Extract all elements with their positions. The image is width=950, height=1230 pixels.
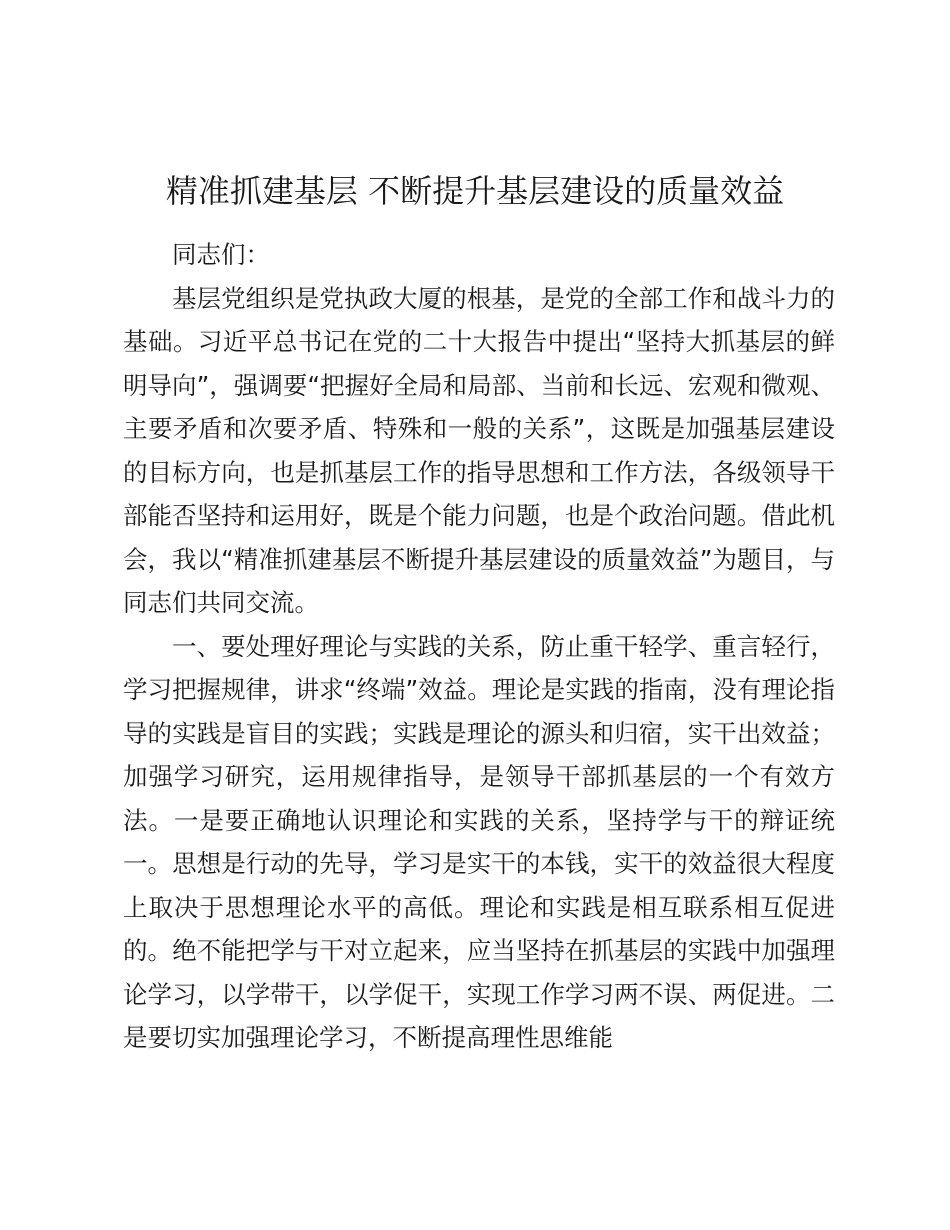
salutation: 同志们： xyxy=(172,240,270,269)
document-title: 精准抓建基层 不断提升基层建设的质量效益 xyxy=(165,172,785,210)
paragraph-intro: 基层党组织是党执政大厦的根基，是党的全部工作和战斗力的基础。习近平总书记在党的二十大报告中提出“坚持大抓基层的鲜明导向”，强调要“把握好全局和局部、当前和长远、宏观和微观、主要矛盾和次要矛盾、特殊和一般的关系”，这既是加强基层建设的目标方向，也是抓基层工作的指导思想和工作方法，各级领导干部能否坚持和运用好，既是个能力问题，也是个政治问题。借此机会，我以“精准抓建基层不断提升基层建设的质量效益”为题目，与同志们共同交流。 xyxy=(123,283,835,617)
document-body xyxy=(123,233,835,1060)
paragraph-section-one: 一、要处理好理论与实践的关系，防止重干轻学、重言轻行，学习把握规律，讲求“终端”效益。理论是实践的指南，没有理论指导的实践是盲目的实践；实践是理论的源头和归宿，实干出效益；加强学习研究，运用规律指导，是领导干部抓基层的一个有效方法。一是要正确地认识理论和实践的关系，坚持学与干的辩证统一。思想是行动的先导，学习是实干的本钱，实干的效益很大程度上取决于思想理论水平的高低。理论和实践是相互联系相互促进的。绝不能把学与干对立起来，应当坚持在抓基层的实践中加强理论学习，以学带干，以学促干，实现工作学习两不误、两促进。二是要切实加强理论学习，不断提高理性思维能 xyxy=(123,631,835,1052)
